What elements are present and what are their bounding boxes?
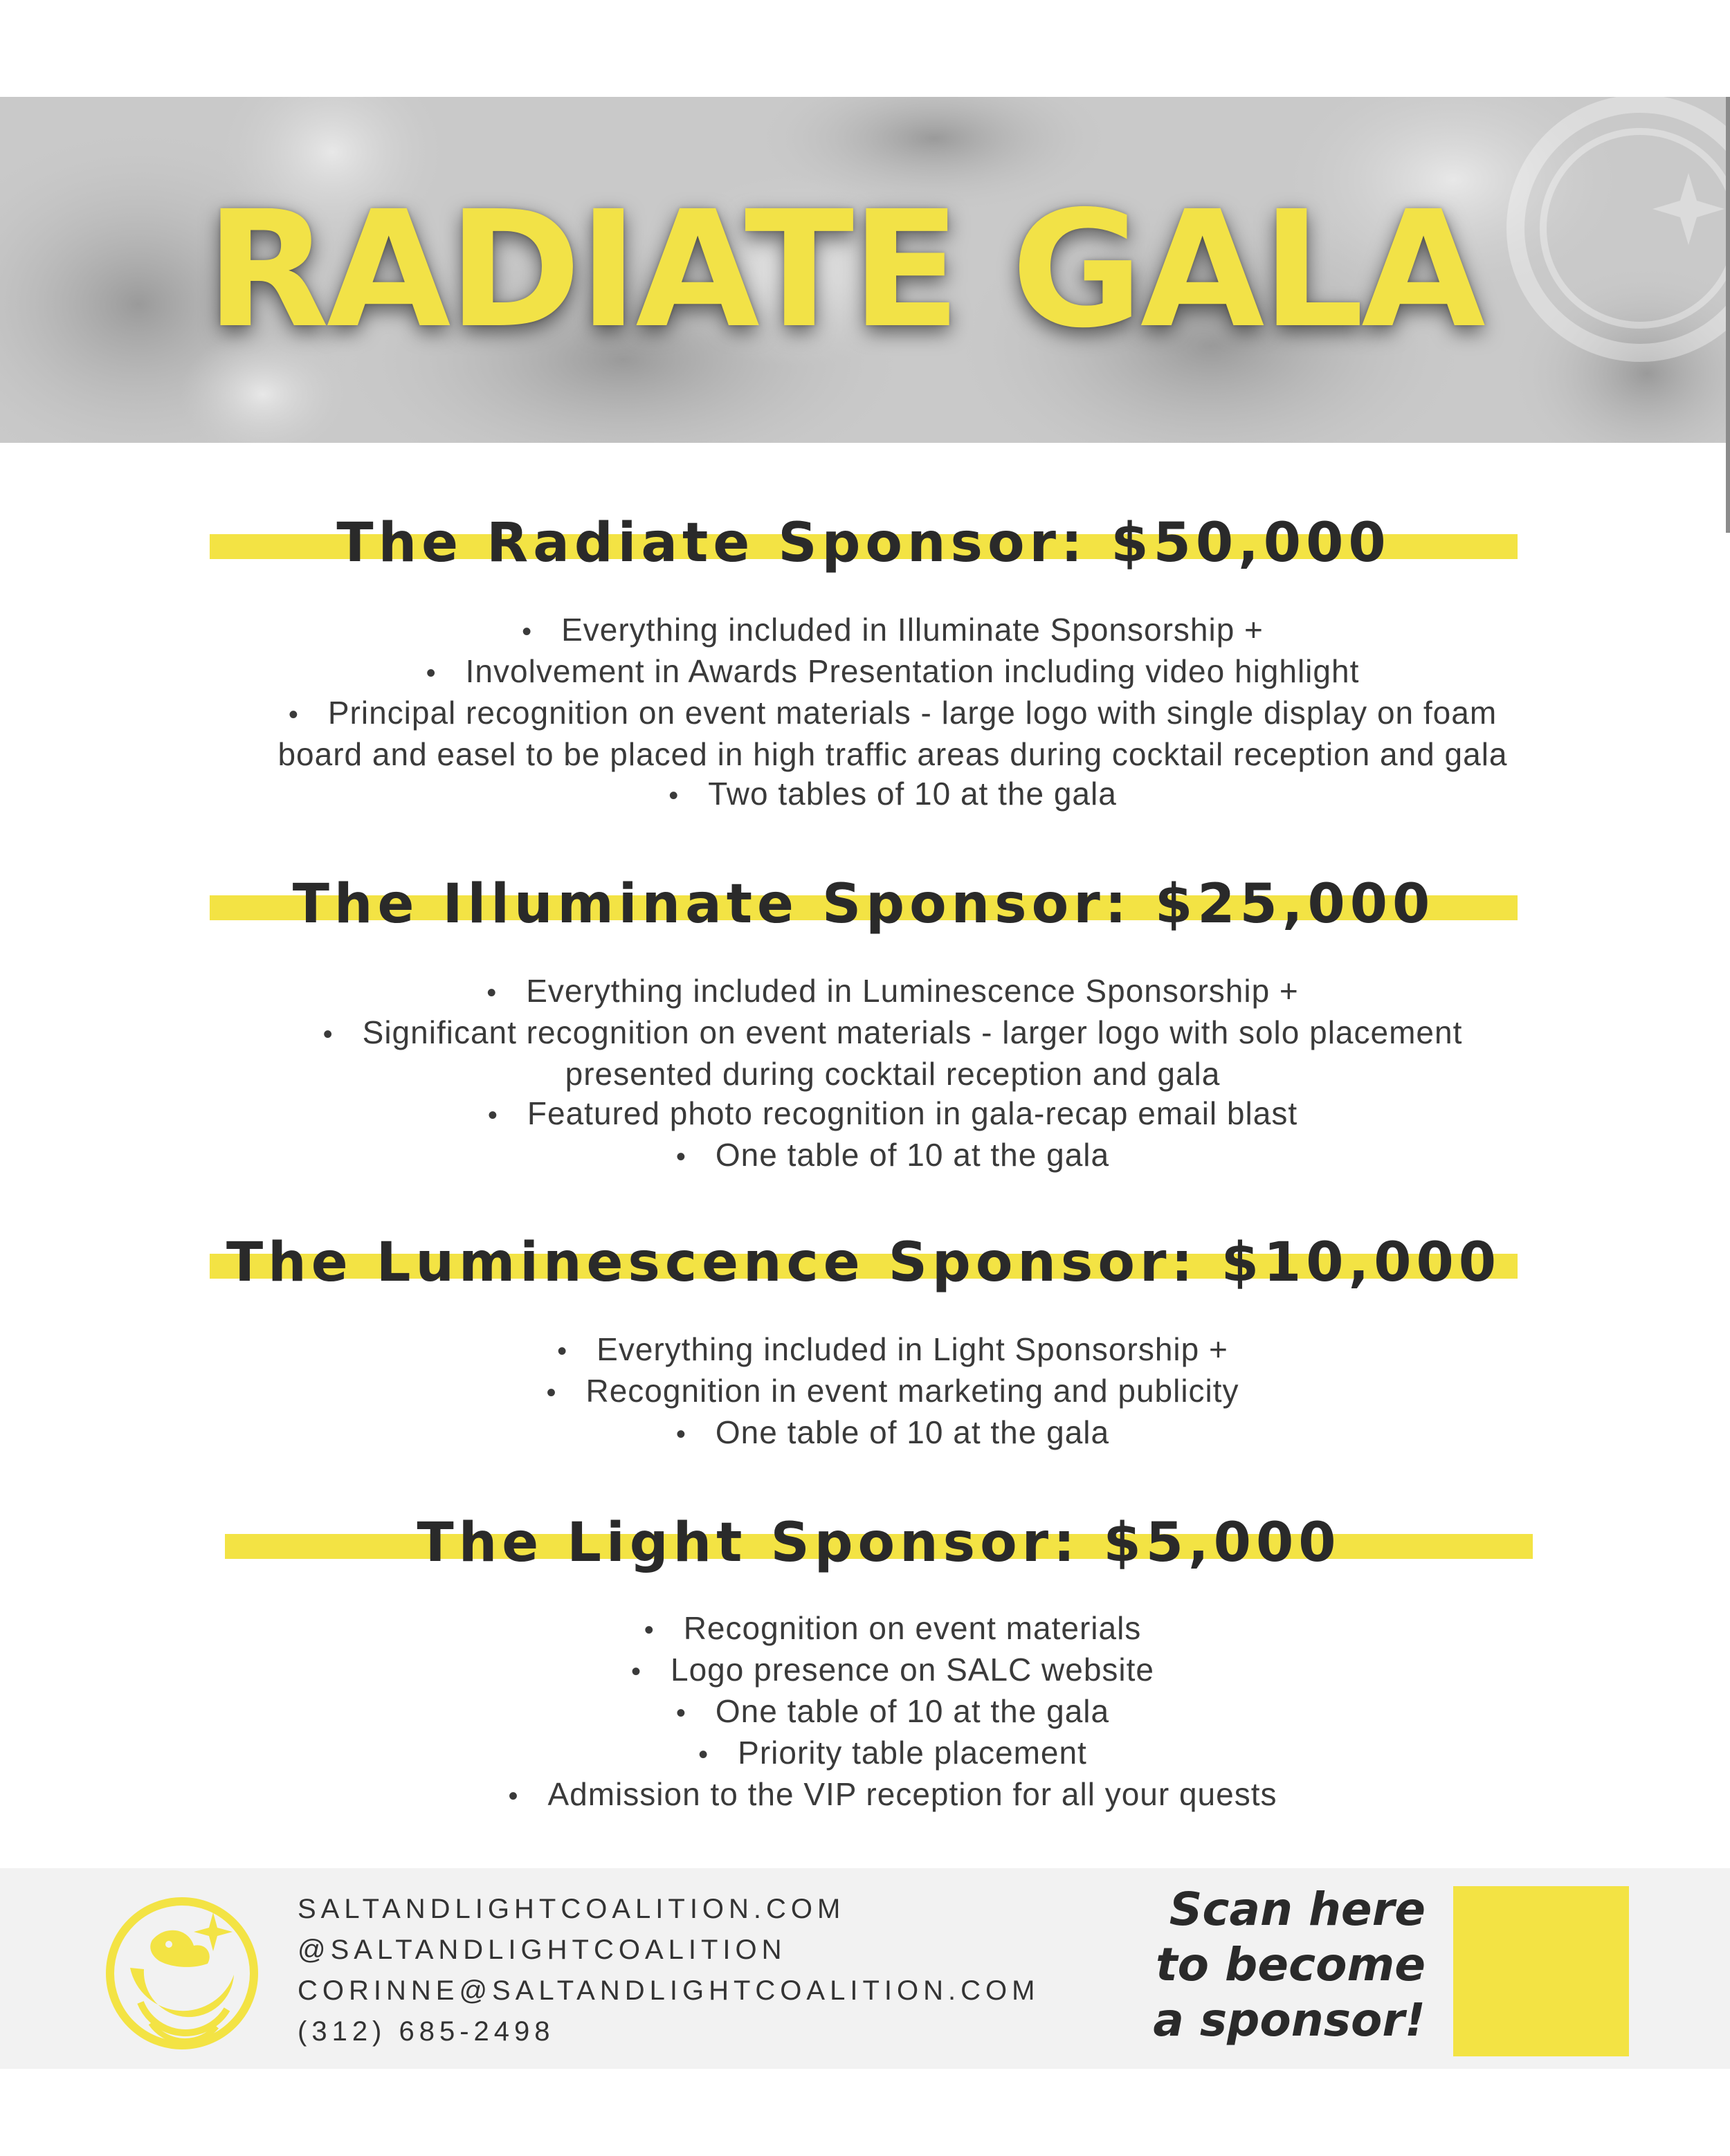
list-item: • Admission to the VIP reception for all your quests xyxy=(508,1776,1277,1812)
list-item: • Everything included in Light Sponsorship + xyxy=(557,1331,1228,1367)
salt-and-light-logo-icon xyxy=(102,1892,262,2051)
qr-code-placeholder[interactable] xyxy=(1453,1886,1629,2056)
list-item: • Everything included in Luminescence Sponsorship + xyxy=(486,973,1299,1009)
scan-line-1: Scan here xyxy=(1169,1883,1426,1936)
sponsor-heading-text: The Radiate Sponsor: $50,000 xyxy=(336,512,1391,574)
list-item: • Everything included in Illuminate Sponsorship + xyxy=(522,612,1264,648)
contact-info xyxy=(298,1889,1039,2052)
benefits-list xyxy=(221,1330,1564,1454)
benefits-list xyxy=(221,971,1564,1177)
sponsor-heading-text: The Luminescence Sponsor: $10,000 xyxy=(226,1232,1502,1294)
scan-line-3: a sponsor! xyxy=(1153,1993,1426,2047)
header-banner xyxy=(0,97,1730,443)
sponsor-heading-luminescence xyxy=(210,1225,1518,1301)
list-item: • One table of 10 at the gala xyxy=(675,1693,1110,1729)
email-link[interactable]: CORINNE@SALTANDLIGHTCOALITION.COM xyxy=(298,1975,1040,2006)
footer xyxy=(0,1868,1730,2069)
list-item: • One table of 10 at the gala xyxy=(675,1414,1110,1450)
list-item: • Involvement in Awards Presentation including video highlight xyxy=(426,653,1360,689)
list-item: • Two tables of 10 at the gala xyxy=(668,776,1117,812)
social-handle[interactable]: @SALTANDLIGHTCOALITION xyxy=(298,1935,787,1965)
list-item: • Recognition on event materials xyxy=(644,1610,1142,1646)
website-link[interactable]: SALTANDLIGHTCOALITION.COM xyxy=(298,1894,846,1924)
sponsor-heading-illuminate xyxy=(210,866,1518,942)
sponsor-heading-text: The Light Sponsor: $5,000 xyxy=(417,1512,1341,1574)
banner-title: RADIATE GALA xyxy=(206,176,1483,363)
list-item: • Significant recognition on event materials - larger logo with solo placement xyxy=(322,1014,1463,1050)
phone-number[interactable]: (312) 685-2498 xyxy=(298,2016,555,2047)
scan-line-2: to become xyxy=(1156,1938,1426,1991)
scrollbar[interactable] xyxy=(1726,97,1730,533)
list-item: • Logo presence on SALC website xyxy=(630,1652,1154,1688)
scan-callout xyxy=(1114,1882,1426,2048)
list-item-continuation: presented during cocktail reception and gala xyxy=(565,1056,1221,1092)
list-item: • Recognition in event marketing and publicity xyxy=(546,1373,1239,1409)
benefits-list xyxy=(221,610,1564,816)
list-item: • One table of 10 at the gala xyxy=(675,1137,1110,1173)
list-item: • Principal recognition on event materials - large logo with single display on foam xyxy=(288,695,1497,731)
list-item: • Featured photo recognition in gala-recap email blast xyxy=(487,1095,1298,1131)
sponsor-heading-radiate xyxy=(210,505,1518,581)
list-item: • Priority table placement xyxy=(698,1735,1087,1771)
list-item-continuation: board and easel to be placed in high traffic areas during cocktail reception and gala xyxy=(277,736,1508,772)
sponsor-heading-light xyxy=(225,1505,1533,1581)
sponsor-heading-text: The Illuminate Sponsor: $25,000 xyxy=(292,873,1435,935)
benefits-list xyxy=(221,1609,1564,1816)
